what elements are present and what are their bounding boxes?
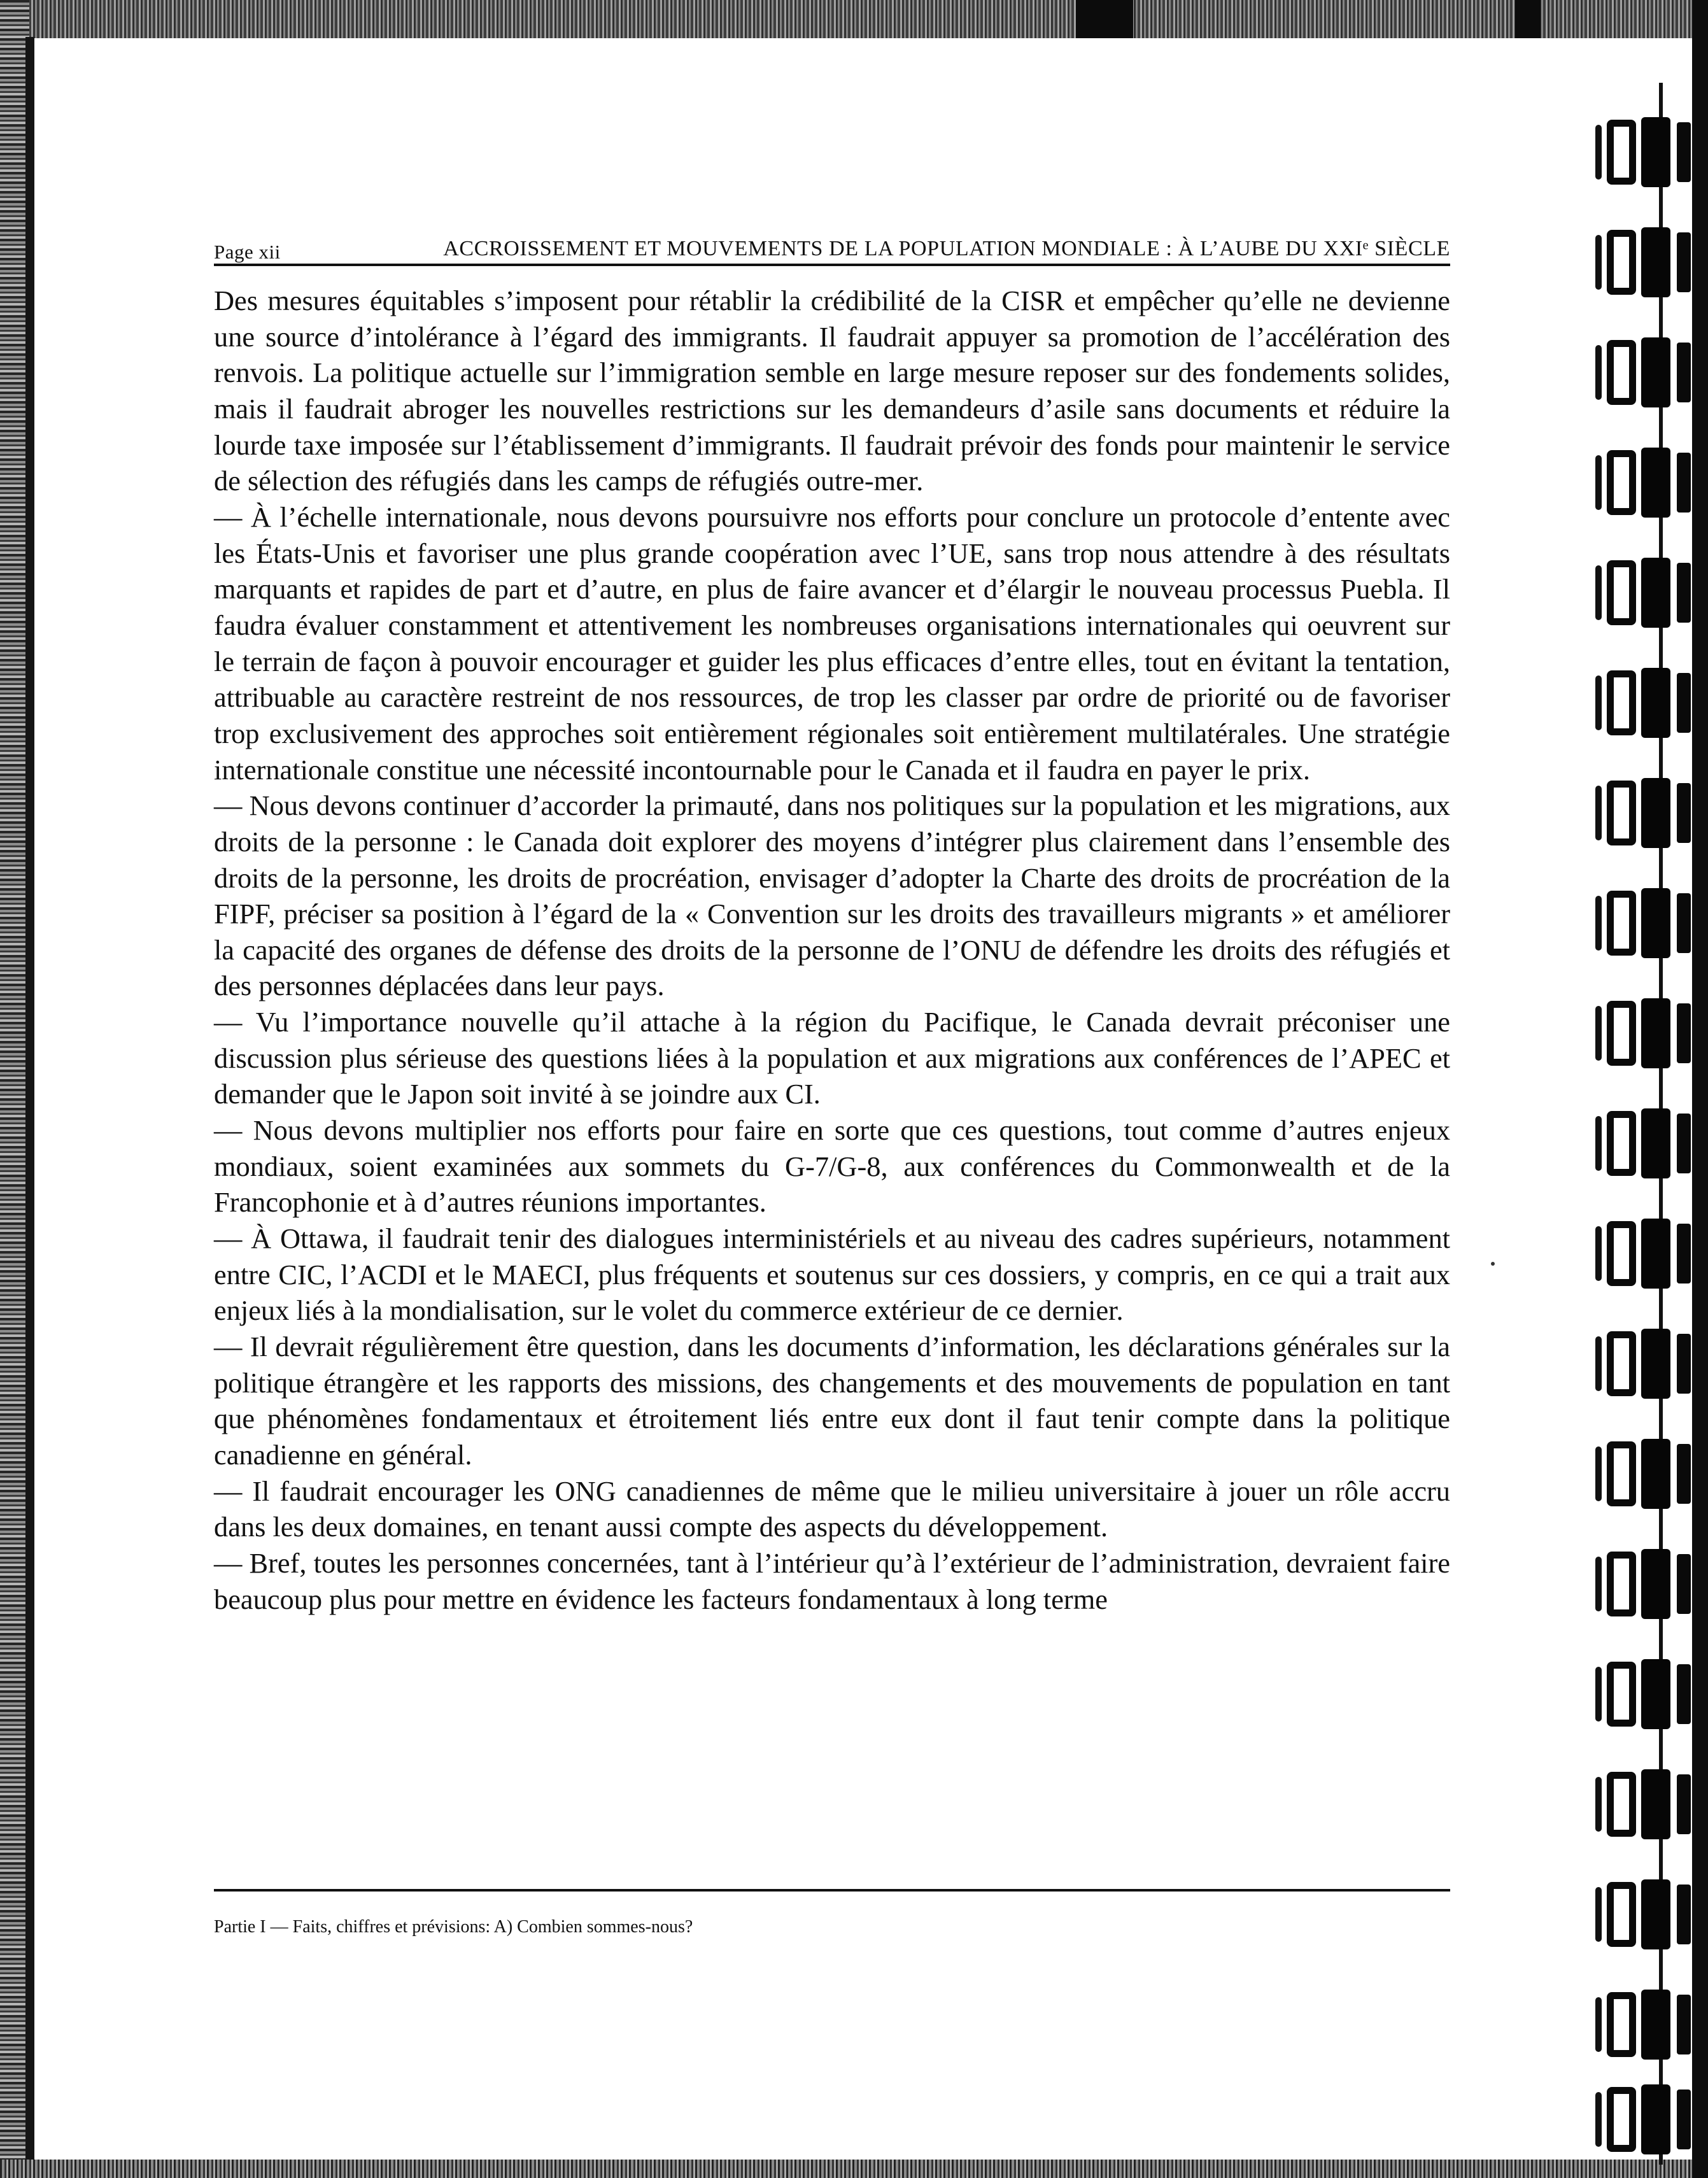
paragraph-cisr-measures: Des mesures équitables s’imposent pour rétablir la crédibilité de la CISR et empêcher qu’elle ne devienne une source d’intolérance à l’égard des immigrants. Il faudrait appuyer sa promotion de l’accélération des renvois. La politique actuelle sur l’immigration semble en large mesure reposer sur des fondements solides, mais il faudrait abroger les nouvelles restrictions sur les demandeurs d’asile sans documents et réduire la lourde taxe imposée sur l’établissement d’immigrants. Il faudrait prévoir des fonds pour maintenir le service de sélection des réfugiés dans les camps de réfugiés outre-mer. xyxy=(214,285,1450,497)
paragraph-ottawa-dialogues: — À Ottawa, il faudrait tenir des dialogues interministériels et au niveau des cadres supérieurs, notamment entre CIC, l’ACDI et le MAECI, plus fréquents et soutenus sur ces dossiers, y compris, en ce qui a trait aux enjeux liés à la mondialisation, sur le volet du commerce extérieur de ce dernier. xyxy=(214,1222,1450,1327)
paragraph-human-rights: — Nous devons continuer d’accorder la primauté, dans nos politiques sur la population et les migrations, aux droits de la personne : le Canada doit explorer des moyens d’intégrer plus clairement dans l’ensemble des droits de la personne, les droits de procréation, envisager d’adopter la Charte des droits de procréation de la FIPF, préciser sa position à l’égard de la « Convention sur les droits des travailleurs migrants » et améliorer la capacité des organes de défense des droits de la personne de l’ONU de défendre les droits des réfugiés et des personnes déplacées dans leur pays. xyxy=(214,789,1450,1002)
binding-coil xyxy=(1590,1877,1698,1952)
running-header xyxy=(214,234,1450,266)
binding-coil xyxy=(1590,1987,1698,2062)
body-text xyxy=(214,283,1450,1617)
binding-coil xyxy=(1590,115,1698,190)
spiral-binding xyxy=(1590,95,1698,2165)
page-footer: Partie I — Faits, chiffres et prévisions: A) Combien sommes-nous? xyxy=(214,1917,693,1937)
paragraph-ngo-role: — Il faudrait encourager les ONG canadiennes de même que le milieu universitaire à jouer un rôle accru dans les deux domaines, en tenant aussi compte des aspects du développement. xyxy=(214,1474,1450,1543)
binding-coil xyxy=(1590,1436,1698,1511)
paragraph-g7-summits: — Nous devons multiplier nos efforts pour faire en sorte que ces questions, tout comme d’autres enjeux mondiaux, soient examinées aux sommets du G-7/G-8, aux conférences du Commonwealth et de la Francophonie et à d’autres réunions importantes. xyxy=(214,1114,1450,1219)
binding-coil xyxy=(1590,225,1698,300)
binding-coil xyxy=(1590,1767,1698,1842)
paragraph-information-documents: — Il devrait régulièrement être question, dans les documents d’information, les déclarations générales sur la politique étrangère et les rapports des missions, des changements et des mouvements de population en tant que phénomènes fondamentaux et étroitement liés entre eux dont il faut tenir compte dans la politique canadienne en général. xyxy=(214,1331,1450,1471)
binding-coil xyxy=(1590,1216,1698,1291)
scan-border-top-dark-patch xyxy=(1515,0,1541,38)
scan-border-bottom xyxy=(0,2160,1708,2178)
binding-coil xyxy=(1590,665,1698,740)
binding-coil xyxy=(1590,886,1698,961)
paragraph-summary: — Bref, toutes les personnes concernées, tant à l’intérieur qu’à l’extérieur de l’administration, devraient faire beaucoup plus pour mettre en évidence les facteurs fondamentaux à long terme xyxy=(214,1546,1450,1615)
binding-coil xyxy=(1590,445,1698,520)
scan-border-left-edge xyxy=(25,37,34,2163)
paragraph-international-scale: — À l’échelle internationale, nous devons poursuivre nos efforts pour conclure un protocole d’entente avec les États-Unis et favoriser une plus grande coopération avec l’UE, sans trop nous attendre à des résultats marquants et rapides de part et d’autre, en plus de faire avancer et d’élargir le nouveau processus Puebla. Il faudra évaluer constamment et attentivement les nombreuses organisations internationales qui oeuvrent sur le terrain de façon à pouvoir encourager et guider les plus efficaces d’entre elles, tout en évitant la tentation, attribuable au caractère restreint de nos ressources, de trop les classer par ordre de priorité ou de favoriser trop exclusivement des approches soit entièrement régionales soit entièrement multilatérales. Une stratégie internationale constitue une nécessité incontournable pour le Canada et il faudra en payer le prix. xyxy=(214,500,1450,786)
binding-coil xyxy=(1590,1106,1698,1181)
binding-coil xyxy=(1590,996,1698,1071)
binding-coil xyxy=(1590,1326,1698,1401)
scan-border-top-dark-patch xyxy=(1076,0,1133,38)
binding-coil xyxy=(1590,1657,1698,1732)
binding-coil xyxy=(1590,335,1698,410)
paragraph-pacific-region: — Vu l’importance nouvelle qu’il attache à la région du Pacifique, le Canada devrait préconiser une discussion plus sérieuse des questions liées à la population et aux migrations aux conférences de l’APEC et demander que le Japon soit invité à se joindre aux CI. xyxy=(214,1006,1450,1110)
running-title: ACCROISSEMENT ET MOUVEMENTS DE LA POPULATION MONDIALE : À L’AUBE DU XXIᵉ SIÈCLE xyxy=(443,237,1450,260)
binding-coil xyxy=(1590,555,1698,630)
scan-speck xyxy=(1491,1262,1495,1266)
document-page xyxy=(214,234,1450,1617)
binding-coil xyxy=(1590,775,1698,851)
footer-rule xyxy=(214,1889,1450,1892)
binding-coil xyxy=(1590,1546,1698,1622)
binding-coil xyxy=(1590,2082,1698,2157)
scan-border-top xyxy=(0,0,1708,38)
page-number: Page xii xyxy=(214,241,281,263)
